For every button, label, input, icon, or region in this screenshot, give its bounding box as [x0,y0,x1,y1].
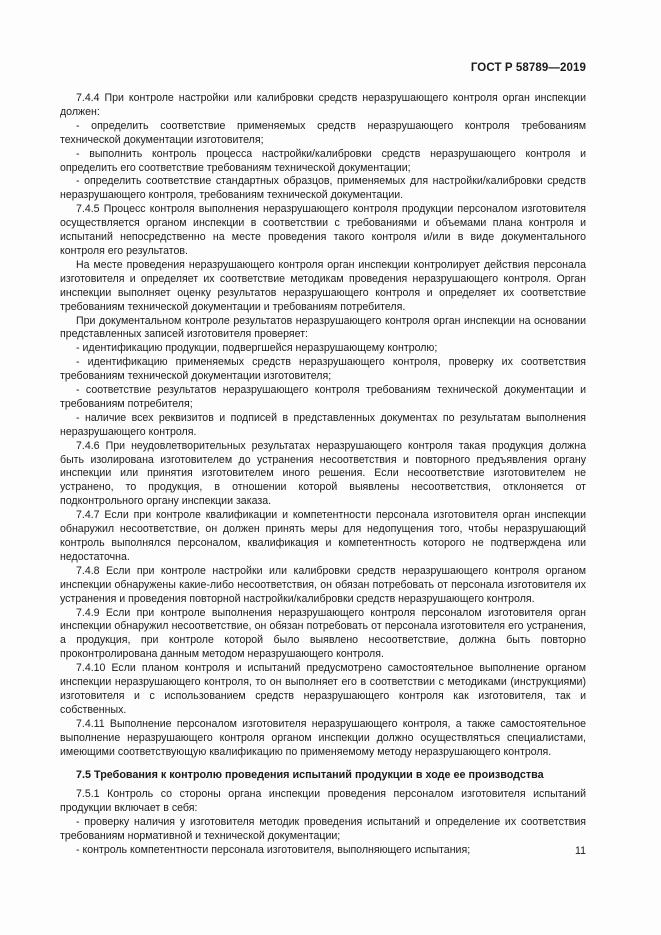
list-item: - соответствие результатов неразрушающего контроля требованиям технической документации и требованиям потребителя; [60,384,586,410]
clause-7-4-8: 7.4.8 Если при контроле настройки или калибровки средств неразрушающего контроля органом инспекции обнаружены какие-либо несоответствия, он обязан потребовать от персонала изготовителя их устранения и проведения повторной настройки/калибровки средств неразрушающего контроля. [60,564,586,605]
document-body [60,92,586,858]
clause-7-4-9: 7.4.9 Если при контроле выполнения неразрушающего контроля персоналом изготовителя орган инспекции обнаружил несоответствие, он обязан потребовать от персонала изготовителя его устранения, а продукция, при контроле которой было выявлено несоответствие, должна быть повторно проконтролирована данным методом неразрушающего контроля. [60,606,586,661]
list-item: - идентификацию продукции, подвергшейся неразрушающему контролю; [76,342,438,355]
page-number: 11 [575,845,586,857]
clause-7-4-4: 7.4.4 При контроле настройки или калибровки средств неразрушающего контроля орган инспекции должен: [60,92,586,118]
paragraph: На месте проведения неразрушающего контроля орган инспекции контролирует действия персонала изготовителя и определяет их соответствие методикам проведения неразрушающего контроля. Орган инспекции выполняет оценку результатов неразрушающего контроля и определяет их соответствие требованиям технической документации и требованиям потребителя. [60,258,586,313]
document-code-header: ГОСТ Р 58789—2019 [470,62,586,74]
list-item: - наличие всех реквизитов и подписей в представленных документах по результатам выполнения неразрушающего контроля. [60,411,586,438]
list-item: - определить соответствие стандартных образцов, применяемых для настройки/калибровки средств неразрушающего контроля, требованиям технической документации. [60,175,586,202]
clause-7-4-10: 7.4.10 Если планом контроля и испытаний предусмотрено самостоятельное выполнение органом инспекции неразрушающего контроля, то он выполняет его в соответствии с методиками (инструкциями) изготовителя и с использованием средств неразрушающего контроля как изготовителя, так и собственных. [60,662,586,716]
clause-7-5-1: 7.5.1 Контроль со стороны органа инспекции проведения персоналом изготовителя испытаний продукции включает в себя: [60,788,586,815]
list-item: - выполнить контроль процесса настройки/калибровки средств неразрушающего контроля и определить его соответствие требованиям технической документации; [60,147,586,174]
list-item: - определить соответствие применяемых средств неразрушающего контроля требованиям технической документации изготовителя; [60,119,586,146]
list-item: - проверку наличия у изготовителя методик проведения испытаний и определение их соответствия требованиям нормативной и технической документации; [60,816,586,843]
list-item: - контроль компетентности персонала изготовителя, выполняющего испытания; [76,844,471,857]
list-item: - идентификацию применяемых средств неразрушающего контроля, проверку их соответствия требованиям технической документации изготовителя; [60,356,586,383]
paragraph: При документальном контроле результатов неразрушающего контроля орган инспекции на основании представленных записей изготовителя проверяет: [60,314,586,341]
clause-7-4-7: 7.4.7 Если при контроле квалификации и компетентности персонала изготовителя орган инспекции обнаружил несоответствие, он должен принять меры для недопущения того, чтобы неразрушающий контроль выполнялся персоналом, квалификация и компетентность которого не подтверждена или недостаточна. [60,509,586,563]
clause-7-4-5: 7.4.5 Процесс контроля выполнения неразрушающего контроля продукции персоналом изготовителя осуществляется органом инспекции в соответствии с требованиями и объемами плана контроля и испытаний непосредственно на месте проведения такого контроля и/или в виде документального контроля его результатов. [60,203,586,257]
clause-7-4-6: 7.4.6 При неудовлетворительных результатах неразрушающего контроля такая продукция должна быть изолирована изготовителем до устранения несоответствия и повторного предъявления органу инспекции или принятия изготовителем иного решения. Если несоответствие изготовителем не устранено, то продукция, в отношении которой выявлены несоответствия, отклоняется от подконтрольного органу инспекции заказа. [60,439,586,508]
section-heading-7-5: 7.5 Требования к контролю проведения испытаний продукции в ходе ее производства [76,768,544,781]
clause-7-4-11: 7.4.11 Выполнение персоналом изготовителя неразрушающего контроля, а также самостоятельное выполнение неразрушающего контроля органом инспекции должно осуществляться специалистами, имеющими соответствующую квалификацию по применяемому методу неразрушающего контроля. [60,717,586,758]
